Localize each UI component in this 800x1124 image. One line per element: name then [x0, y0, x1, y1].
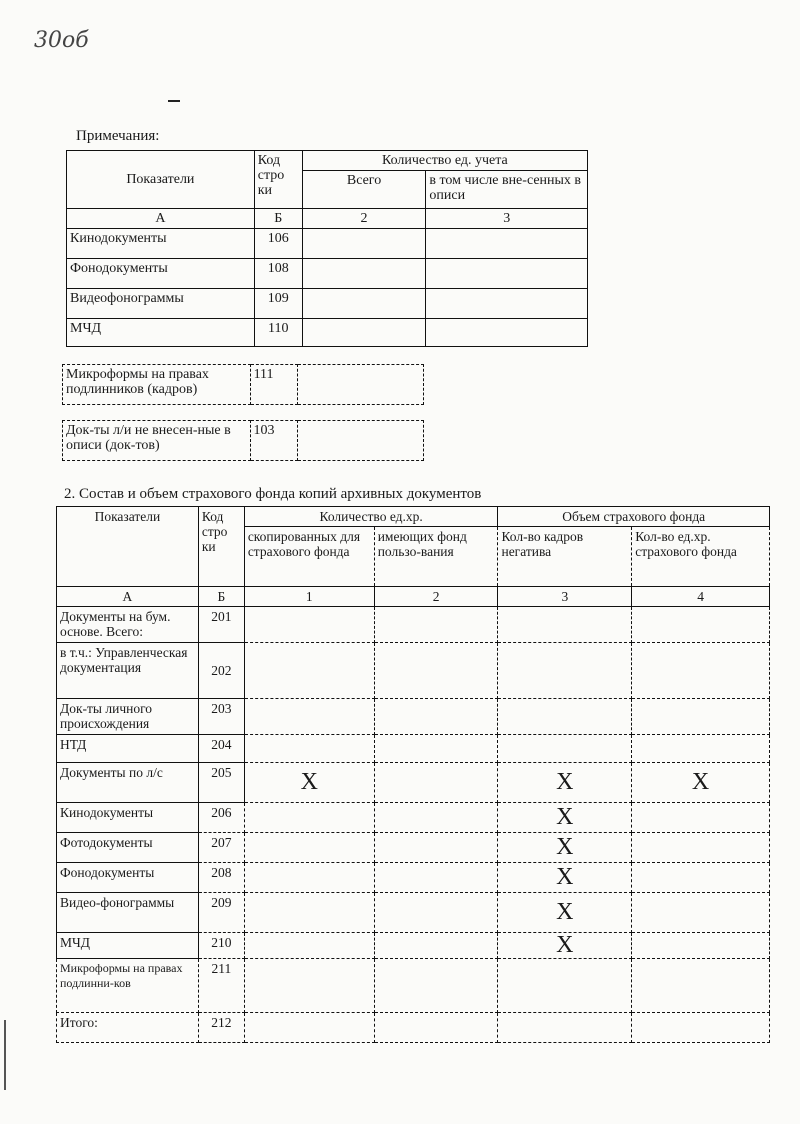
header-obem: Объем страхового фонда: [498, 507, 770, 527]
margin-line: [4, 1020, 6, 1090]
x-mark: X: [498, 833, 632, 863]
notes-label: Примечания:: [76, 128, 160, 144]
empty-cell: [374, 833, 498, 863]
empty-cell: [498, 643, 632, 699]
row-code: 205: [198, 763, 244, 803]
empty-cell: [374, 803, 498, 833]
row-label: Кинодокументы: [57, 803, 199, 833]
table-row: [57, 763, 770, 803]
row-code: 202: [198, 643, 244, 699]
row-label: Док-ты личного происхождения: [57, 699, 199, 735]
row-code: 108: [254, 259, 302, 289]
empty-cell: [632, 959, 770, 1013]
header-col4: Кол-во ед.хр. страхового фонда: [632, 527, 770, 587]
table-row: [57, 933, 770, 959]
row-label: Документы по л/с: [57, 763, 199, 803]
row-code: 211: [198, 959, 244, 1013]
row-label: Фонодокументы: [57, 863, 199, 893]
scan-mark: [168, 100, 180, 102]
notes-table: [66, 150, 588, 347]
index-cell: 3: [426, 209, 588, 229]
box-code: 103: [250, 421, 298, 461]
header-pokazateli: Показатели: [57, 507, 199, 587]
empty-cell: [244, 735, 374, 763]
empty-cell: [632, 643, 770, 699]
row-code: 204: [198, 735, 244, 763]
empty-cell: [374, 735, 498, 763]
row-code: 109: [254, 289, 302, 319]
index-cell: 2: [302, 209, 426, 229]
row-label: Микроформы на правах подлинни-ков: [57, 959, 199, 1013]
empty-cell: [298, 365, 424, 405]
empty-cell: [374, 643, 498, 699]
empty-cell: [632, 735, 770, 763]
table-row: [57, 959, 770, 1013]
row-label: Документы на бум. основе. Всего:: [57, 607, 199, 643]
empty-cell: [632, 803, 770, 833]
table-row: [57, 1013, 770, 1043]
header-kolichestvo: Количество ед. учета: [302, 151, 587, 171]
handwritten-page-number: 30об: [34, 28, 89, 53]
row-label: Фонодокументы: [67, 259, 255, 289]
index-cell: А: [67, 209, 255, 229]
empty-cell: [244, 863, 374, 893]
row-code: 208: [198, 863, 244, 893]
x-mark: X: [498, 863, 632, 893]
empty-cell: [498, 735, 632, 763]
row-label: в т.ч.: Управленческая документация: [57, 643, 199, 699]
header-pokazateli: Показатели: [67, 151, 255, 209]
header-vsego: Всего: [302, 171, 426, 209]
row-code: 210: [198, 933, 244, 959]
header-col2: имеющих фонд пользо-вания: [374, 527, 498, 587]
empty-cell: [426, 229, 588, 259]
empty-cell: [498, 1013, 632, 1043]
header-vtom: в том числе вне-сенных в описи: [426, 171, 588, 209]
x-mark: X: [632, 763, 770, 803]
empty-cell: [374, 893, 498, 933]
empty-cell: [374, 933, 498, 959]
index-cell: Б: [198, 587, 244, 607]
empty-cell: [374, 959, 498, 1013]
table-row: [57, 893, 770, 933]
empty-cell: [302, 289, 426, 319]
empty-cell: [374, 863, 498, 893]
row-code: 209: [198, 893, 244, 933]
empty-cell: [632, 1013, 770, 1043]
row-label: МЧД: [57, 933, 199, 959]
box-label: Микроформы на правах подлинников (кадров): [63, 365, 251, 405]
x-mark: X: [498, 893, 632, 933]
box-label: Док-ты л/и не внесен-ные в описи (док-тов): [63, 421, 251, 461]
row-label: МЧД: [67, 319, 255, 347]
empty-cell: [498, 959, 632, 1013]
empty-cell: [244, 933, 374, 959]
row-label: Кинодокументы: [67, 229, 255, 259]
index-cell: Б: [254, 209, 302, 229]
empty-cell: [426, 319, 588, 347]
docs-box: [62, 420, 424, 461]
empty-cell: [498, 607, 632, 643]
table-row: [57, 735, 770, 763]
empty-cell: [374, 699, 498, 735]
index-cell: А: [57, 587, 199, 607]
row-code: 207: [198, 833, 244, 863]
table-row: [57, 833, 770, 863]
row-label: Фотодокументы: [57, 833, 199, 863]
table-row: [67, 259, 588, 289]
empty-cell: [244, 833, 374, 863]
table-row: [57, 863, 770, 893]
x-mark: X: [498, 933, 632, 959]
empty-cell: [632, 699, 770, 735]
row-code: 106: [254, 229, 302, 259]
empty-cell: [498, 699, 632, 735]
index-cell: 2: [374, 587, 498, 607]
header-kod: Код стро ки: [254, 151, 302, 209]
empty-cell: [302, 229, 426, 259]
header-col1: скопированных для страхового фонда: [244, 527, 374, 587]
empty-cell: [244, 643, 374, 699]
section-title: 2. Состав и объем страхового фонда копий архивных документов: [64, 486, 482, 502]
index-cell: 4: [632, 587, 770, 607]
row-code: 206: [198, 803, 244, 833]
header-col3: Кол-во кадров негатива: [498, 527, 632, 587]
empty-cell: [244, 1013, 374, 1043]
empty-cell: [244, 699, 374, 735]
empty-cell: [632, 833, 770, 863]
box-code: 111: [250, 365, 298, 405]
row-label: Итого:: [57, 1013, 199, 1043]
microforms-box: [62, 364, 424, 405]
row-label: НТД: [57, 735, 199, 763]
empty-cell: [632, 607, 770, 643]
empty-cell: [374, 763, 498, 803]
empty-cell: [374, 1013, 498, 1043]
empty-cell: [632, 893, 770, 933]
table-row: [67, 319, 588, 347]
index-cell: 3: [498, 587, 632, 607]
index-cell: 1: [244, 587, 374, 607]
empty-cell: [244, 803, 374, 833]
row-code: 212: [198, 1013, 244, 1043]
row-code: 203: [198, 699, 244, 735]
table-row: [57, 803, 770, 833]
table-row: [57, 607, 770, 643]
x-mark: X: [498, 803, 632, 833]
table-row: [57, 643, 770, 699]
empty-cell: [244, 607, 374, 643]
row-label: Видеофонограммы: [67, 289, 255, 319]
table-row: [67, 229, 588, 259]
empty-cell: [632, 863, 770, 893]
empty-cell: [298, 421, 424, 461]
empty-cell: [374, 607, 498, 643]
table-row: [67, 289, 588, 319]
x-mark: X: [498, 763, 632, 803]
empty-cell: [426, 259, 588, 289]
empty-cell: [302, 259, 426, 289]
x-mark: X: [244, 763, 374, 803]
insurance-fund-table: [56, 506, 770, 1043]
row-code: 201: [198, 607, 244, 643]
empty-cell: [426, 289, 588, 319]
header-kod: Код стро ки: [198, 507, 244, 587]
empty-cell: [302, 319, 426, 347]
empty-cell: [632, 933, 770, 959]
empty-cell: [244, 893, 374, 933]
row-code: 110: [254, 319, 302, 347]
row-label: Видео-фонограммы: [57, 893, 199, 933]
table-row: [57, 699, 770, 735]
header-kolichestvo: Количество ед.хр.: [244, 507, 498, 527]
empty-cell: [244, 959, 374, 1013]
